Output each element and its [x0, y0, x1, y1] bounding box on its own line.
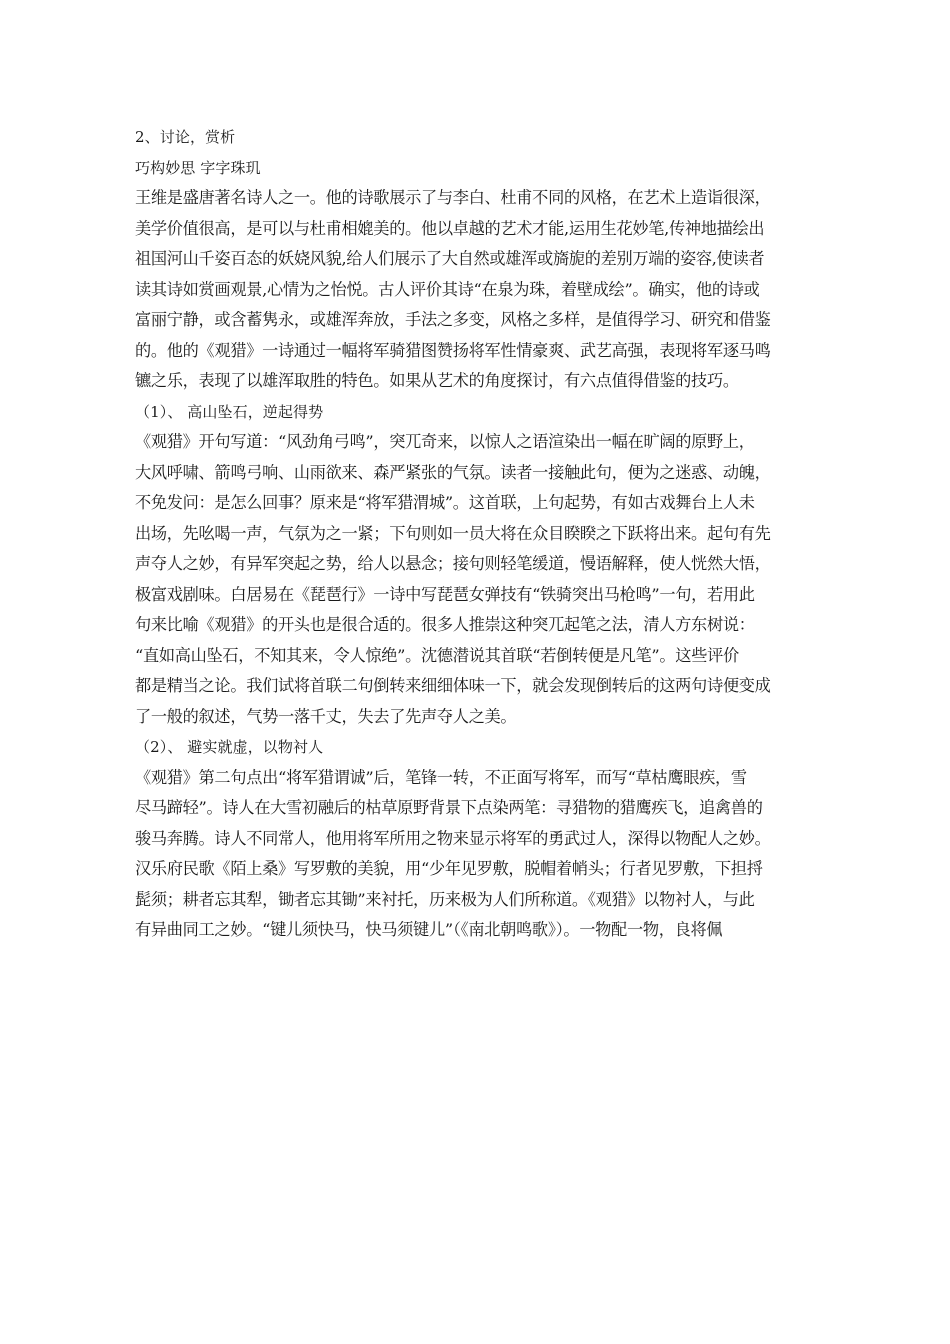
subsection-heading-1: （1）、 高山坠石，逆起得势: [135, 402, 324, 421]
paragraph-line: 尽马蹄轻”。诗人在大雪初融后的枯草原野背景下点染两笔：寻猎物的猎鹰疾飞，追禽兽的: [135, 798, 763, 817]
paragraph-line: 大风呼啸、箭鸣弓响、山雨欲来、森严紧张的气氛。读者一接触此句，便为之迷惑、动魄，: [135, 462, 771, 482]
paragraph-line: 读其诗如赏画观景,心情为之怡悦。古人评价其诗“在泉为珠，着壁成绘”。确实，他的诗或: [135, 279, 760, 299]
paragraph-line: 髭须；耕者忘其犁，锄者忘其锄”来衬托，历来极为人们所称道。《观猎》以物衬人，与此: [135, 889, 755, 909]
document-page: [135, 122, 817, 946]
paragraph-line: 极富戏剧味。白居易在《琵琶行》一诗中写琵琶女弹技有“铁骑突出马枪鸣”一句，若用此: [135, 584, 755, 604]
paragraph-line: 王维是盛唐著名诗人之一。他的诗歌展示了与李白、杜甫不同的风格，在艺术上造诣很深，: [135, 188, 771, 207]
paragraph-line: 声夺人之妙，有异军突起之势，给人以悬念；接句则轻笔缓道，慢语解释，使人恍然大悟，: [135, 554, 771, 573]
paragraph-line: 祖国河山千姿百态的妖娆风貌,给人们展示了大自然或雄浑或旖旎的差别万端的姿容,使读者: [135, 249, 765, 268]
paragraph-line: 富丽宁静，或含蓄隽永，或雄浑奔放，手法之多变，风格之多样，是值得学习、研究和借鉴: [135, 310, 771, 329]
paragraph-line: 都是精当之论。我们试将首联二句倒转来细细体味一下，就会发现倒转后的这两句诗便变成: [135, 676, 771, 695]
paragraph-line: 出场，先吆喝一声，气氛为之一紧；下句则如一员大将在众目睽睽之下跃将出来。起句有先: [135, 523, 771, 543]
paragraph-line: 句来比喻《观猎》的开头也是很合适的。很多人推崇这种突兀起笔之法，清人方东树说：: [135, 615, 755, 634]
subsection-heading-2: （2）、 避实就虚，以物衬人: [135, 738, 324, 756]
paragraph-line: 《观猎》第二句点出“将军猎谓诚”后，笔锋一转，不正面写将军，而写“草枯鹰眼疾，雪: [135, 767, 747, 787]
paragraph-line: “直如高山坠石，不知其来，令人惊绝”。沈德潜说其首联“若倒转便是凡笔”。这些评价: [135, 645, 739, 665]
paragraph-line: 的。他的《观猎》一诗通过一幅将军骑猎图赞扬将军性情豪爽、武艺高强，表现将军逐马鸣: [135, 340, 771, 360]
paragraph-line: 骏马奔腾。诗人不同常人，他用将军所用之物来显示将军的勇武过人，深得以物配人之妙。: [135, 828, 771, 848]
paragraph-line: 不免发问：是怎么回事？原来是“将军猎渭城”。这首联，上句起势，有如古戏舞台上人未: [135, 493, 755, 512]
paragraph-line: 汉乐府民歌《陌上桑》写罗敷的美貌，用“少年见罗敷，脱帽着帩头；行者见罗敷，下担捋: [135, 859, 763, 878]
paragraph-line: 镳之乐，表现了以雄浑取胜的特色。如果从艺术的角度探讨，有六点值得借鉴的技巧。: [135, 371, 739, 390]
section-subtitle: 巧构妙思 字字珠玑: [135, 158, 261, 177]
paragraph-line: 《观猎》开句写道：“风劲角弓鸣”，突兀奇来，以惊人之语渲染出一幅在旷阔的原野上，: [135, 432, 755, 451]
section-heading: 2、讨论，赏析: [135, 128, 236, 146]
paragraph-line: 了一般的叙述，气势一落千丈，失去了先声夺人之美。: [135, 706, 517, 726]
paragraph-line: 有异曲同工之妙。“键儿须快马，快马须键儿”（《南北朝鸣歌》）。一物配一物，良将佩: [135, 920, 723, 939]
paragraph-line: 美学价值很高，是可以与杜甫相媲美的。他以卓越的艺术才能,运用生花妙笔,传神地描绘出: [135, 218, 765, 238]
